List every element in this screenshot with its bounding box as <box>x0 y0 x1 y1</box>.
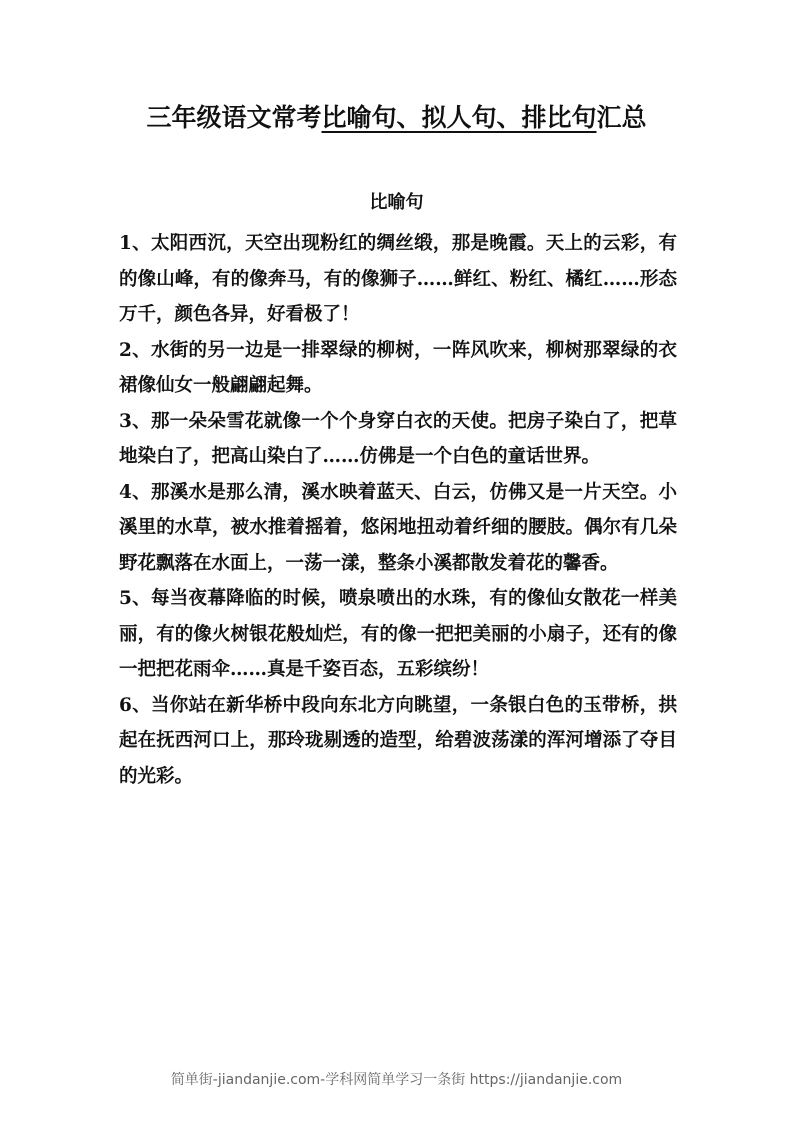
example-paragraph-2: 2、水街的另一边是一排翠绿的柳树，一阵风吹来，柳树那翠绿的衣裙像仙女一般翩翩起舞。 <box>119 339 677 396</box>
title-suffix: 汇总 <box>596 103 647 132</box>
example-paragraph-5: 5、每当夜幕降临的时候，喷泉喷出的水珠，有的像仙女散花一样美丽，有的像火树银花般灿烂，有的像一把把美丽的小扇子，还有的像一把把花雨伞……真是千姿百态，五彩缤纷！ <box>119 588 677 680</box>
example-paragraph-6: 6、当你站在新华桥中段向东北方向眺望，一条银白色的玉带桥，拱起在抚西河口上，那玲珑剔透的造型，给碧波荡漾的浑河增添了夺目的光彩。 <box>119 694 677 787</box>
example-paragraph-4: 4、那溪水是那么清，溪水映着蓝天、白云，仿佛又是一片天空。小溪里的水草，被水推着摇着，悠闲地扭动着纤细的腰肢。偶尔有几朵野花飘落在水面上，一荡一漾，整条小溪都散发着花的馨香。 <box>119 481 677 574</box>
example-paragraph-3: 3、那一朵朵雪花就像一个个身穿白衣的天使。把房子染白了，把草地染白了，把高山染白了……仿佛是一个白色的童话世界。 <box>119 410 677 467</box>
example-paragraph-1: 1、太阳西沉，天空出现粉红的绸丝缎，那是晚霞。天上的云彩，有的像山峰，有的像奔马，有的像狮子……鲜红、粉红、橘红……形态万千，颜色各异，好看极了！ <box>119 233 677 325</box>
title-underlined-topic: 比喻句、拟人句、排比句 <box>321 103 597 132</box>
document-title <box>0 98 793 134</box>
title-prefix: 三年级语文常考 <box>146 103 322 132</box>
footer-watermark: 简单街-jiandanjie.com-学科网简单学习一条街 https://jiandanjie.com <box>170 1072 623 1088</box>
simile-examples <box>119 226 677 794</box>
section-heading-simile: 比喻句 <box>369 192 424 213</box>
